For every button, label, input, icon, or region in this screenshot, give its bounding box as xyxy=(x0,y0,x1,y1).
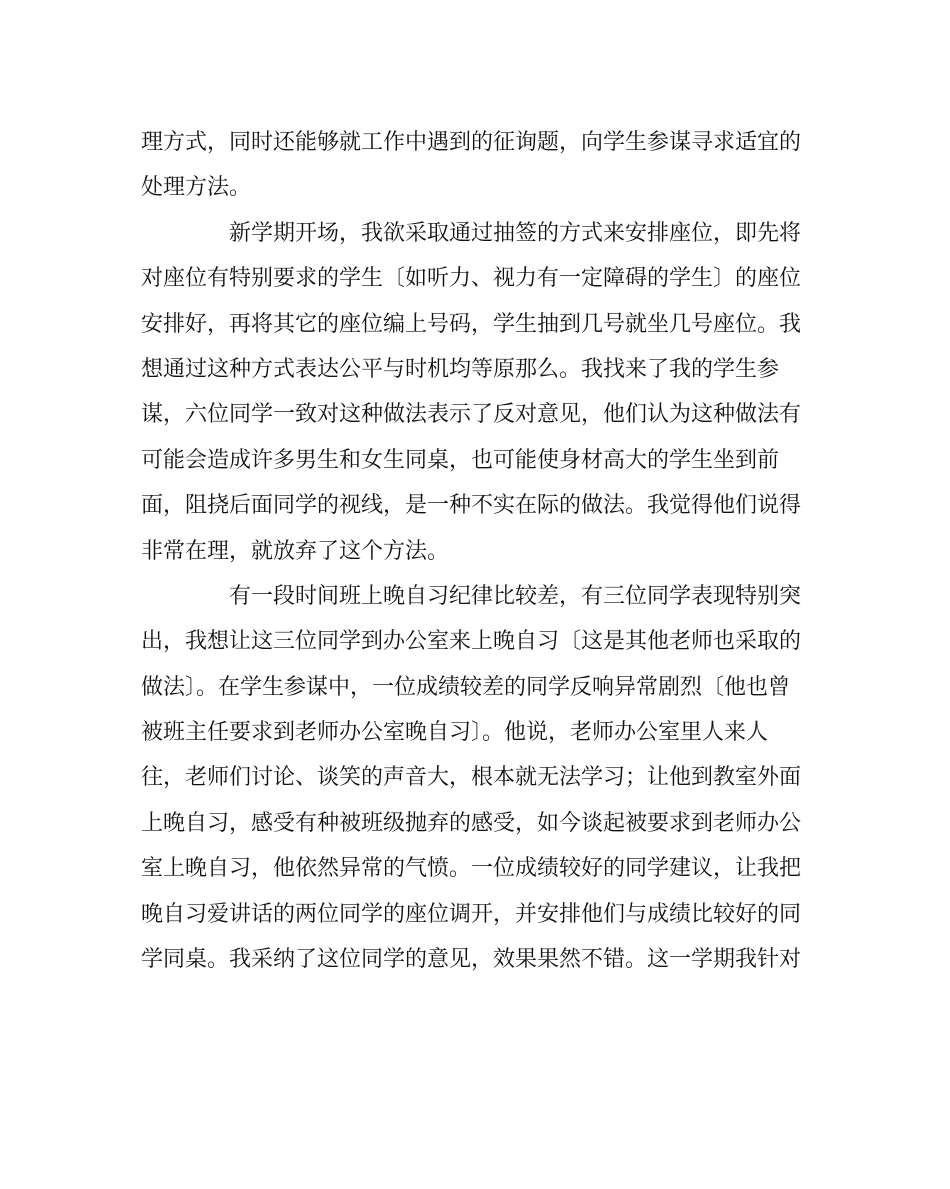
text-line: 安排好，再将其它的座位编上号码，学生抽到几号就坐几号座位。我 xyxy=(141,311,801,337)
text-line: 出，我想让这三位同学到办公室来上晚自习〔这是其他老师也采取的 xyxy=(141,629,801,655)
text-line: 面，阻挠后面同学的视线，是一种不实在际的做法。我觉得他们说得 xyxy=(141,493,801,519)
text-line: 室上晚自习，他依然异常的气愤。一位成绩较好的同学建议，让我把 xyxy=(141,856,801,882)
paragraph-first-line: 有一段时间班上晚自习纪律比较差，有三位同学表现特别突 xyxy=(229,583,801,609)
text-line: 可能会造成许多男生和女生同桌，也可能使身材高大的学生坐到前 xyxy=(141,447,780,473)
text-line: 晚自习爱讲话的两位同学的座位调开，并安排他们与成绩比较好的同 xyxy=(141,901,801,927)
text-line: 想通过这种方式表达公平与时机均等原那么。我找来了我的学生参 xyxy=(141,356,780,382)
text-line: 学同桌。我采纳了这位同学的意见，效果果然不错。这一学期我针对 xyxy=(141,947,801,973)
text-line: 谋，六位同学一致对这种做法表示了反对意见，他们认为这种做法有 xyxy=(141,402,801,428)
text-line: 往，老师们讨论、谈笑的声音大，根本就无法学习；让他到教室外面 xyxy=(141,765,801,791)
text-line: 对座位有特别要求的学生〔如听力、视力有一定障碍的学生〕的座位 xyxy=(141,266,801,292)
body-text xyxy=(141,120,801,982)
text-line: 做法〕。在学生参谋中，一位成绩较差的同学反响异常剧烈〔他也曾 xyxy=(141,674,791,700)
text-line: 被班主任要求到老师办公室晚自习〕。他说，老师办公室里人来人 xyxy=(141,720,769,746)
text-line: 上晚自习，感受有种被班级抛弃的感受，如今谈起被要求到老师办公 xyxy=(141,810,801,836)
text-line: 非常在理，就放弃了这个方法。 xyxy=(141,538,450,564)
text-line: 理方式，同时还能够就工作中遇到的征询题，向学生参谋寻求适宜的 xyxy=(141,130,801,155)
text-line: 处理方法。 xyxy=(141,175,252,201)
paragraph-first-line: 新学期开场，我欲采取通过抽签的方式来安排座位，即先将 xyxy=(229,220,801,246)
